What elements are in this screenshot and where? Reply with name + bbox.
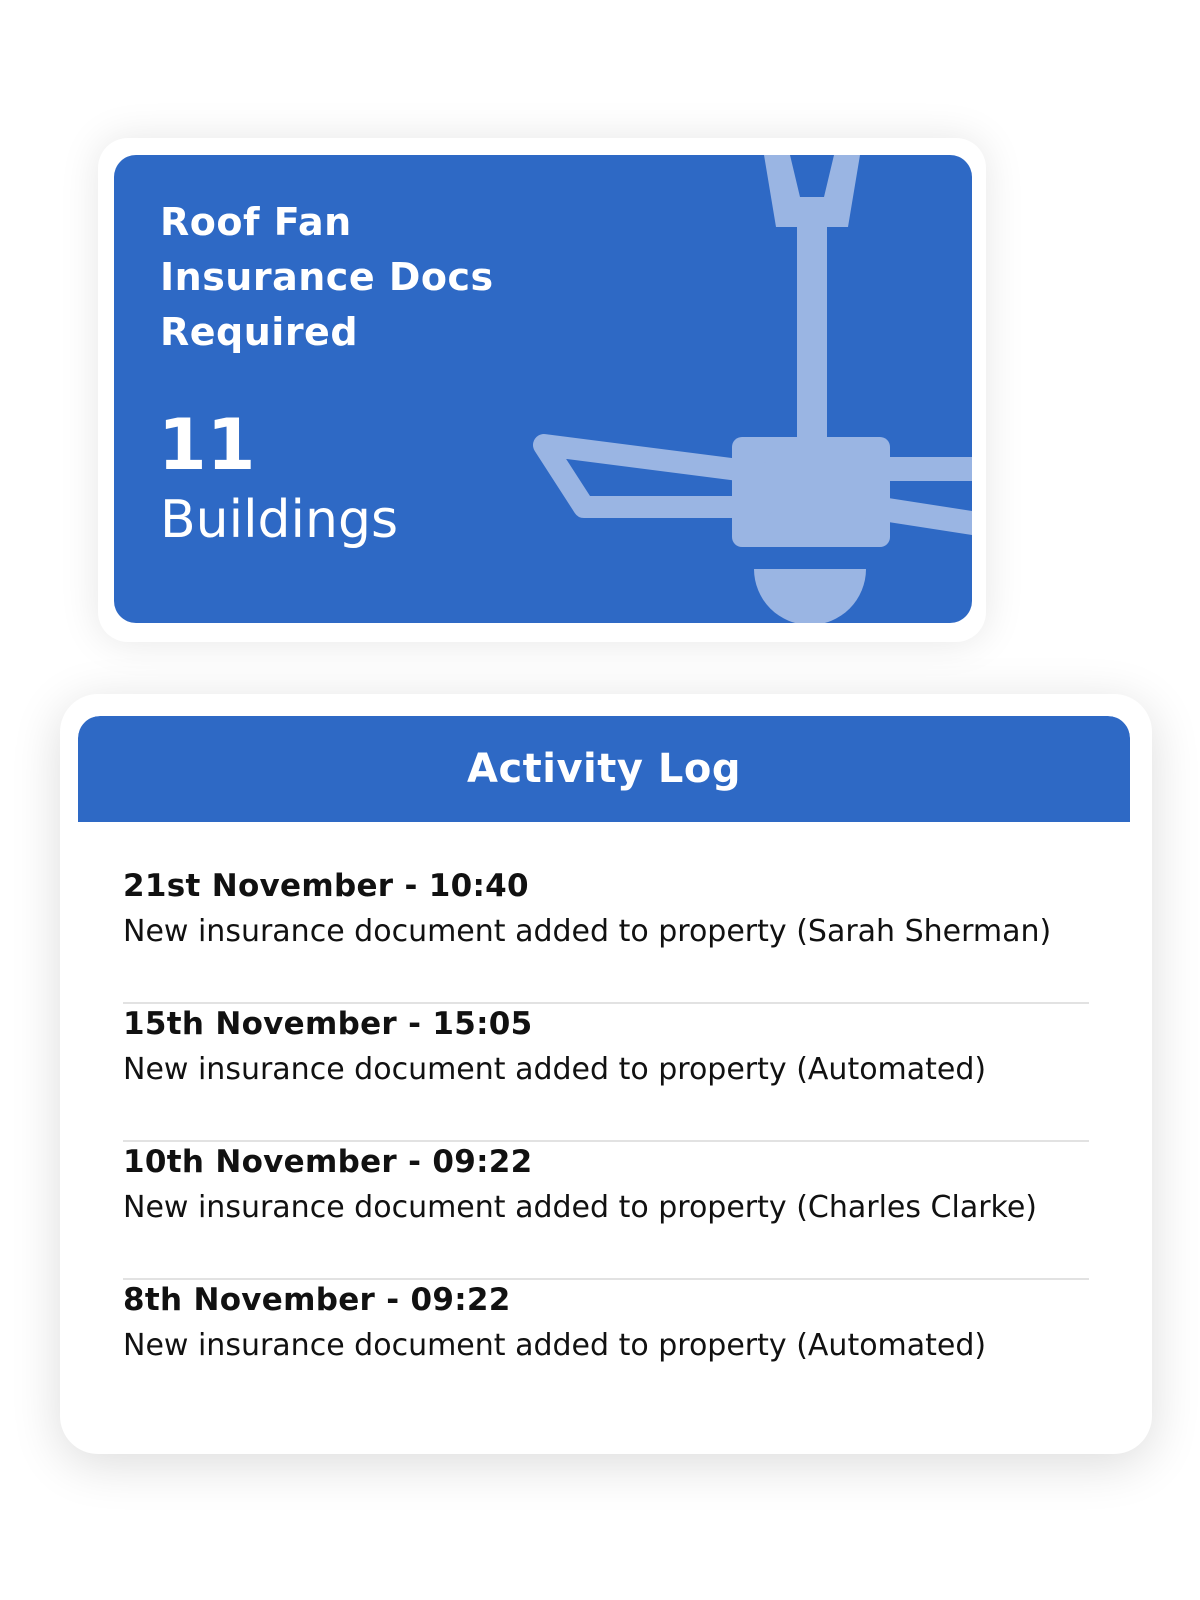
roof-fan-stat-card[interactable] [114,155,972,623]
log-entry-text: New insurance document added to property (Automated) [123,1328,987,1363]
log-entry[interactable] [123,1004,1089,1142]
log-entry-text: New insurance document added to property (Charles Clarke) [123,1190,1038,1225]
stat-unit: Buildings [160,490,399,550]
log-entry-date: 21st November - 10:40 [123,868,529,904]
log-entry[interactable] [123,1280,1089,1418]
activity-log-list [123,866,1089,1418]
log-entry-date: 15th November - 15:05 [123,1006,533,1042]
log-entry[interactable] [123,1142,1089,1280]
stat-title [160,195,620,360]
log-entry[interactable] [123,866,1089,1004]
stat-title-line: Roof Fan [160,200,352,244]
log-entry-date: 8th November - 09:22 [123,1282,511,1318]
log-entry-text: New insurance document added to property (Automated) [123,1052,987,1087]
log-entry-text: New insurance document added to property (Sarah Sherman) [123,914,1052,949]
activity-log-header [78,716,1130,822]
stat-title-line: Insurance Docs [160,255,494,299]
stat-title-line: Required [160,310,359,354]
activity-log-card [78,716,1130,1434]
activity-log-title: Activity Log [466,746,741,792]
log-entry-date: 10th November - 09:22 [123,1144,533,1180]
stat-count: 11 [158,404,256,486]
